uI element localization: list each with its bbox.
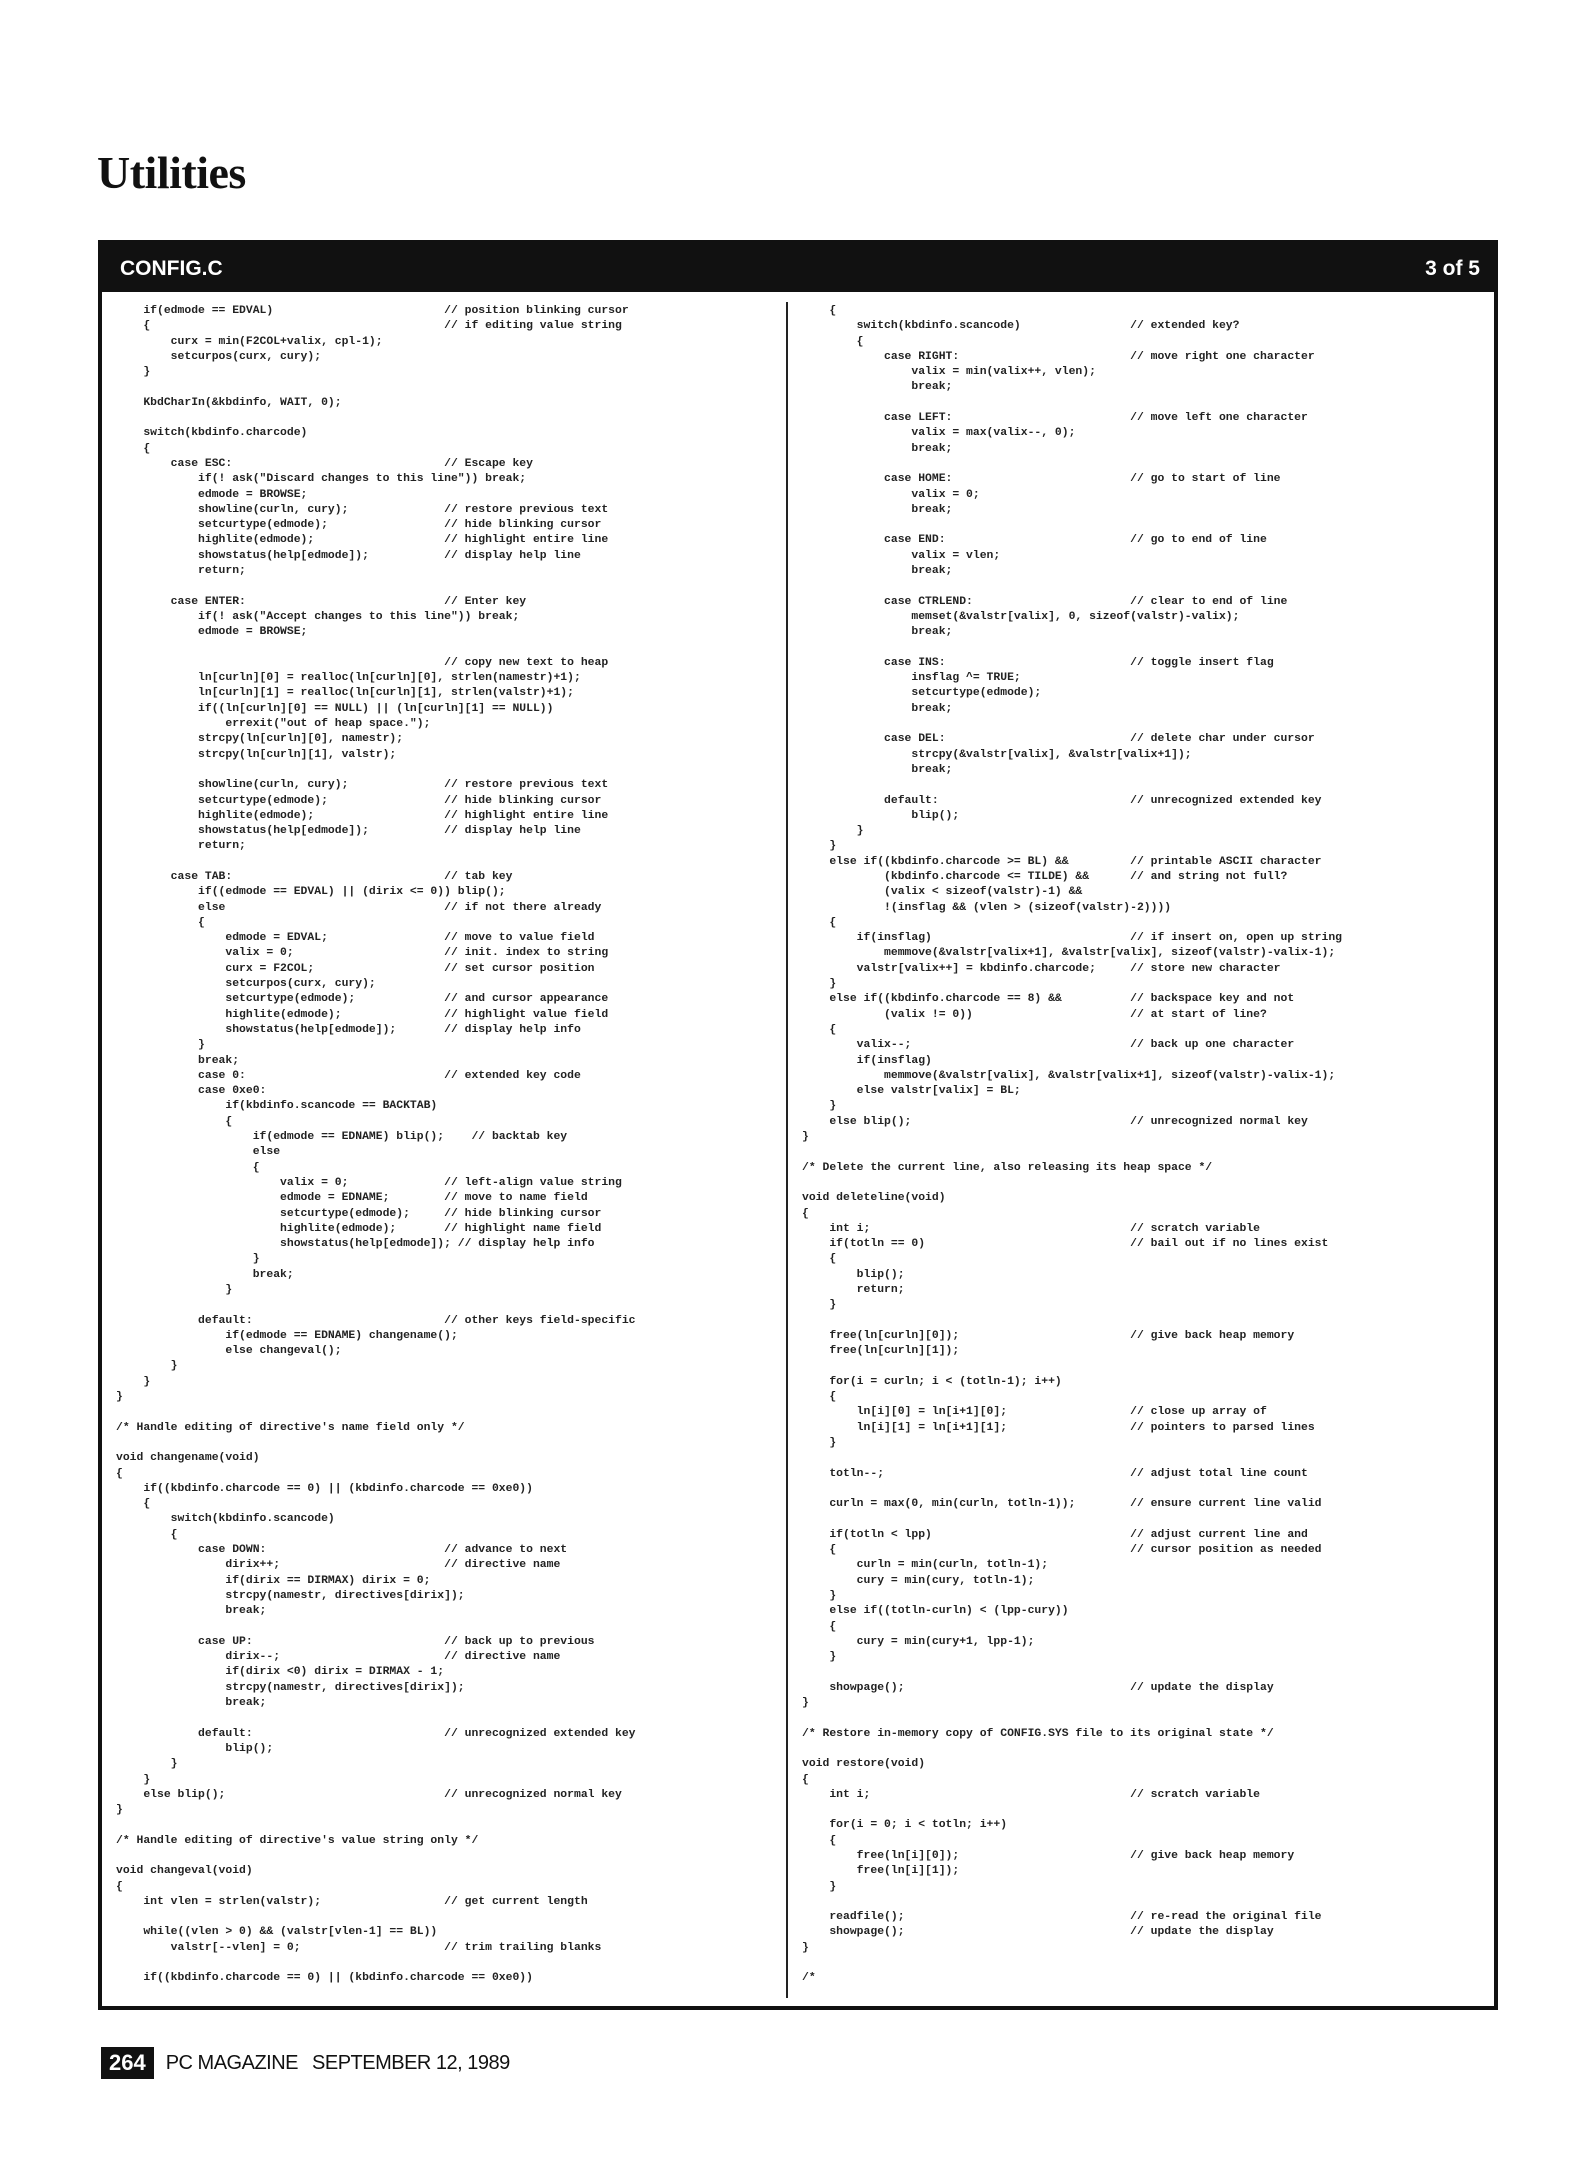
column-divider [786, 302, 788, 1998]
code-text-left: if(edmode == EDVAL) // position blinking cursor { // if editing value string curx = min(F2COL+valix, cpl-1); setcurpos(curx, cury); } KbdCharIn(&kbdinfo, WAIT, 0); switch(kbdinfo.charcode) { case ESC: // Escape key if(! ask("Discard changes to this line")) break; edmode = BROWSE; showline(curln, cury); // restore previous text setcurtype(edmode); // hide blinking cursor highlite(edmode); // highlight entire line showstatus(help[edmode]); // display help line return; case ENTER: // Enter key if(! ask("Accept changes to this line")) break; edmode = BROWSE; // copy new text to heap ln[curln][0] = realloc(ln[curln][0], strlen(namestr)+1); ln[curln][1] = realloc(ln[curln][1], strlen(valstr)+1); if((ln[curln][0] == NULL) || (ln[curln][1] == NULL)) errexit("out of heap space."); strcpy(ln[curln][0], namestr); strcpy(ln[curln][1], valstr); showline(curln, cury); // restore previous text setcurtype(edmode); // hide blinking cursor highlite(edmode); // highlight entire line showstatus(help[edmode]); // display help line return; case TAB: // tab key if((edmode == EDVAL) || (dirix <= 0)) blip(); else // if not there already { edmode = EDVAL; // move to value field valix = 0; // init. index to string curx = F2COL; // set cursor position setcurpos(curx, cury); setcurtype(edmode); // and cursor appearance highlite(edmode); // highlight value field showstatus(help[edmode]); // display help info } break; case 0: // extended key code case 0xe0: if(kbdinfo.scancode == BACKTAB) { if(edmode == EDNAME) blip(); // backtab key else { valix = 0; // left-align value string edmode = EDNAME; // move to name field setcurtype(edmode); // hide blinking cursor highlite(edmode); // highlight name field showstatus(help[edmode]); // display help info } break; } default: // other keys field-specific if(edmode == EDNAME) changename(); else changeval(); } } } /* Handle editing of directive's name field only */ void changename(void) { if((kbdinfo.charcode == 0) || (kbdinfo.charcode == 0xe0)) { switch(kbdinfo.scancode) { case DOWN: // advance to next dirix++; // directive name if(dirix == DIRMAX) dirix = 0; strcpy(namestr, directives[dirix]); break; case UP: // back up to previous dirix--; // directive name if(dirix <0) dirix = DIRMAX - 1; strcpy(namestr, directives[dirix]); break; default: // unrecognized extended key blip(); } } else blip(); // unrecognized normal key } /* Handle editing of directive's value string only */ void changeval(void) { int vlen = strlen(valstr); // get current length while((vlen > 0) && (valstr[vlen-1] == BL)) valstr[--vlen] = 0; // trim trailing blanks if((kbdinfo.charcode == 0) || (kbdinfo.charcode == 0xe0)) [116, 305, 636, 1985]
page-footer [101, 2045, 510, 2081]
issue-date: SEPTEMBER 12, 1989 [312, 2051, 510, 2074]
magazine-name: PC MAGAZINE [165, 2051, 299, 2074]
listing-page-indicator: 3 of 5 [1425, 257, 1480, 280]
code-column-left [116, 304, 776, 1996]
code-listing [98, 240, 1498, 2010]
section-title: Utilities [97, 147, 246, 198]
listing-filename: CONFIG.C [120, 257, 223, 280]
code-column-right [802, 304, 1492, 1996]
page-number: 264 [101, 2047, 154, 2079]
code-text-right: { switch(kbdinfo.scancode) // extended key? { case RIGHT: // move right one character valix = min(valix++, vlen); break; case LEFT: // move left one character valix = max(valix--, 0); break; case HOME: // go to start of line valix = 0; break; case END: // go to end of line valix = vlen; break; case CTRLEND: // clear to end of line memset(&valstr[valix], 0, sizeof(valstr)-valix); break; case INS: // toggle insert flag insflag ^= TRUE; setcurtype(edmode); break; case DEL: // delete char under cursor strcpy(&valstr[valix], &valstr[valix+1]); break; default: // unrecognized extended key blip(); } } else if((kbdinfo.charcode >= BL) && // printable ASCII character (kbdinfo.charcode <= TILDE) && // and string not full? (valix < sizeof(valstr)-1) && !(insflag && (vlen > (sizeof(valstr)-2)))) { if(insflag) // if insert on, open up string memmove(&valstr[valix+1], &valstr[valix], sizeof(valstr)-valix-1); valstr[valix++] = kbdinfo.charcode; // store new character } else if((kbdinfo.charcode == 8) && // backspace key and not (valix != 0)) // at start of line? { valix--; // back up one character if(insflag) memmove(&valstr[valix], &valstr[valix+1], sizeof(valstr)-valix-1); else valstr[valix] = BL; } else blip(); // unrecognized normal key } /* Delete the current line, also releasing its heap space */ void deleteline(void) { int i; // scratch variable if(totln == 0) // bail out if no lines exist { blip(); return; } free(ln[curln][0]); // give back heap memory free(ln[curln][1]); for(i = curln; i < (totln-1); i++) { ln[i][0] = ln[i+1][0]; // close up array of ln[i][1] = ln[i+1][1]; // pointers to parsed lines } totln--; // adjust total line count curln = max(0, min(curln, totln-1)); // ensure current line valid if(totln < lpp) // adjust current line and { // cursor position as needed curln = min(curln, totln-1); cury = min(cury, totln-1); } else if((totln-curln) < (lpp-cury)) { cury = min(cury+1, lpp-1); } showpage(); // update the display } /* Restore in-memory copy of CONFIG.SYS file to its original state */ void restore(void) { int i; // scratch variable for(i = 0; i < totln; i++) { free(ln[i][0]); // give back heap memory free(ln[i][1]); } readfile(); // re-read the original file showpage(); // update the display } /* [802, 305, 1343, 1985]
listing-header [102, 244, 1494, 292]
